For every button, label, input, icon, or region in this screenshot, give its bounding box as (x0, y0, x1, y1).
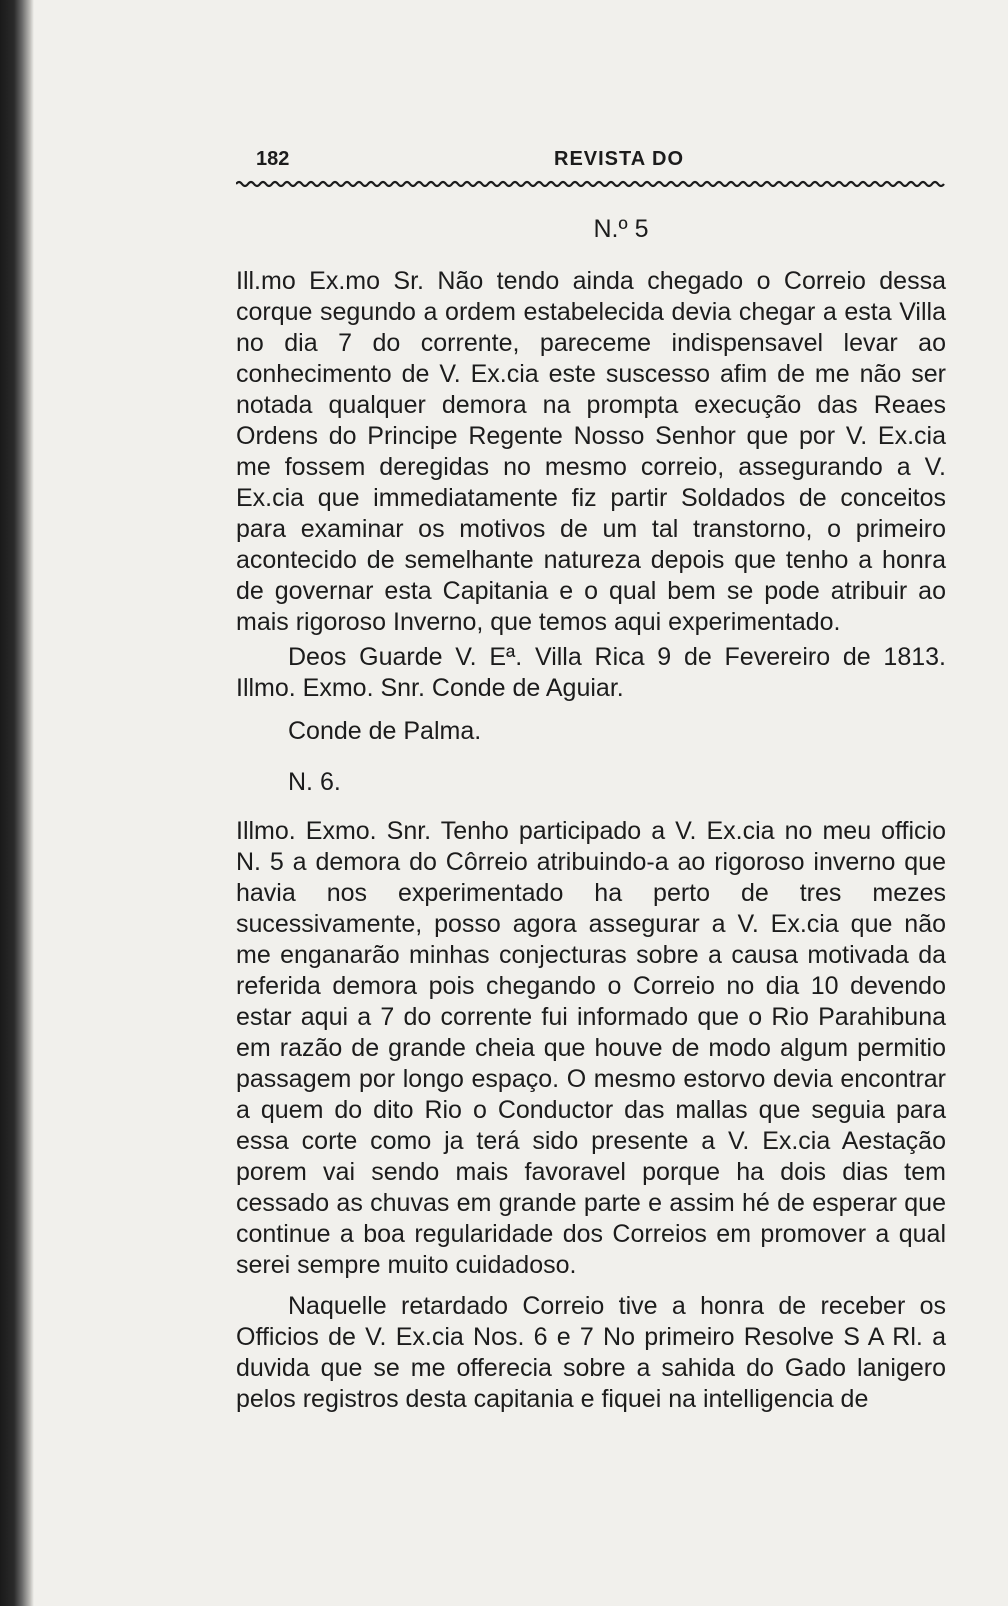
letter-5-body: Ill.mo Ex.mo Sr. Não tendo ainda chegado o Correio dessa corque segundo a ordem estabelecida devia chegar a esta Villa no dia 7 do corrente, pareceme indispensavel levar ao conhecimento de V. Ex.cia este suscesso afim de me não ser notada qualquer demora na prompta execução das Reaes Ordens do Principe Regente Nosso Senhor que por V. Ex.cia me fossem deregidas no mesmo correio, assegurando a V. Ex.cia que immediatamente fiz partir Soldados de conceitos para examinar os motivos de um tal transtorno, o primeiro acontecido de semelhante natureza depois que tenho a honra de governar esta Capitania e o qual bem se pode atribuir ao mais rigoroso Inverno, que temos aqui experimentado. (236, 267, 946, 636)
page-number: 182 (256, 148, 290, 170)
decorative-wavy-rule (236, 178, 946, 190)
letter-5-signature: Conde de Palma. (288, 717, 482, 745)
book-page (236, 148, 946, 1415)
book-binding-edge (0, 0, 34, 1606)
letter-5-closing: Deos Guarde V. Eª. Villa Rica 9 de Fevereiro de 1813. Illmo. Exmo. Snr. Conde de Aguiar. (236, 643, 946, 702)
letter-6-number: N. 6. (288, 768, 341, 796)
journal-title: REVISTA DO (554, 148, 685, 170)
letter-6-continuation: Naquelle retardado Correio tive a honra de receber os Officios de V. Ex.cia Nos. 6 e 7 No primeiro Resolve S A Rl. a duvida que se me offerecia sobre a sahida do Gado lanigero pelos registros desta capitania e fiquei na intelligencia de (236, 1292, 946, 1413)
running-head (236, 148, 946, 176)
letter-6-body: Illmo. Exmo. Snr. Tenho participado a V. Ex.cia no meu officio N. 5 a demora do Côrreio atribuindo-a ao rigoroso inverno que havia nos experimentado ha perto de tres mezes sucessivamente, posso agora assegurar a V. Ex.cia que não me enganarão minhas conjecturas sobre a causa motivada da referida demora pois chegando o Correio no dia 10 devendo estar aqui a 7 do corrente fui informado que o Rio Parahibuna em razão de grande cheia que houve de modo algum permitio passagem por longo espaço. O mesmo estorvo devia encontrar a quem do dito Rio o Conductor das mallas que seguia para essa corte como ja terá sido presente a V. Ex.cia Aestação porem vai sendo mais favoravel porque ha dois dias tem cessado as chuvas em grande parte e assim hé de esperar que continue a boa regularidade dos Correios em promover a qual serei sempre muito cuidadoso. (236, 817, 946, 1279)
letter-5-number: N.º 5 (593, 215, 649, 243)
